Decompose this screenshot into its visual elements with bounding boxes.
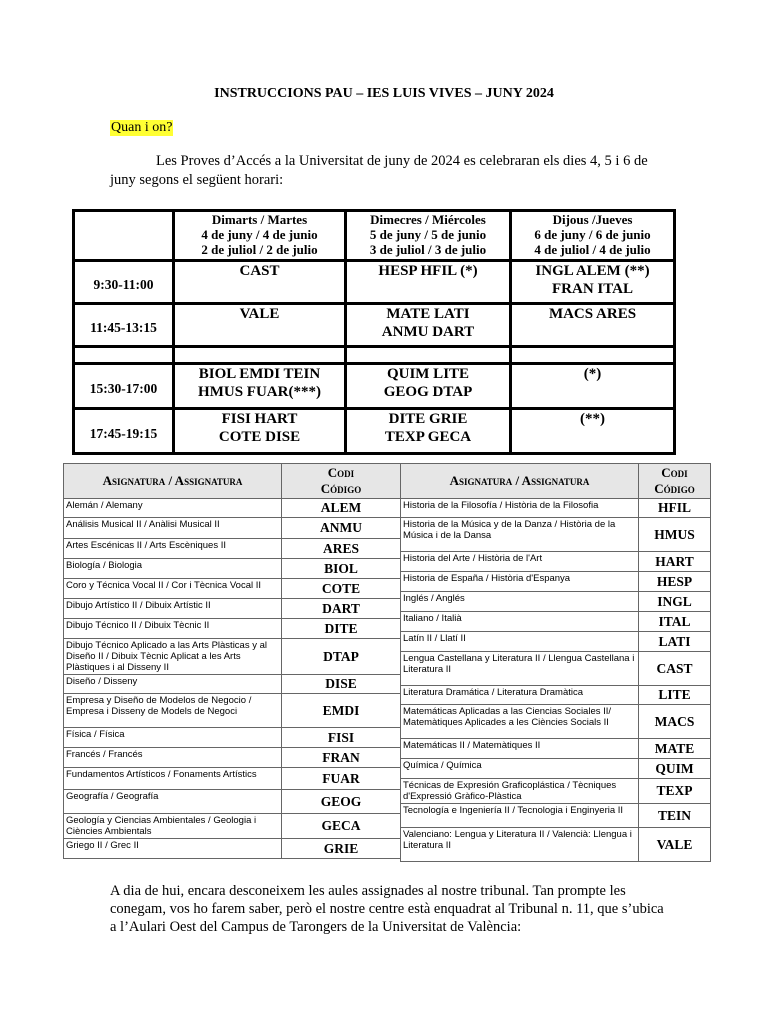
subject-name: Fundamentos Artísticos / Fonaments Artístics [64,768,282,790]
subject-code: GECA [282,814,401,839]
subject-code: TEXP [639,779,711,804]
subject-row [64,599,401,619]
subject-row [401,652,711,686]
subject-name: Química / Química [401,759,639,779]
exam-cell: CAST [174,261,346,304]
subject-name: Inglés / Anglés [401,592,639,612]
schedule-table [72,209,676,455]
subject-row [401,499,711,518]
subject-name: Historia del Arte / Història de l'Art [401,552,639,572]
page-title: INSTRUCCIONS PAU – IES LUIS VIVES – JUNY 2024 [214,86,554,101]
subject-row [401,612,711,632]
subject-name: Empresa y Diseño de Modelos de Negocio / Empresa i Disseny de Models de Negoci [64,694,282,728]
subject-name-header: Asignatura / Assignatura [401,464,639,499]
subjects-table-left [63,463,401,859]
exam-cell: (**) [511,409,675,454]
subject-code: ALEM [282,499,401,518]
subject-name: Técnicas de Expresión Graficoplástica / Tècniques d'Expressió Gràfico-Plàstica [401,779,639,804]
subject-name: Alemán / Alemany [64,499,282,518]
subject-row [64,814,401,839]
subject-row [64,518,401,539]
empty-cell [346,347,511,364]
subject-row [401,572,711,592]
subject-name: Francés / Francés [64,748,282,768]
subject-code: DISE [282,675,401,694]
schedule-header-row [74,211,675,261]
subjects-header-row [401,464,711,499]
schedule-row [74,364,675,409]
subject-name: Tecnología e Ingeniería II / Tecnologia i Enginyeria II [401,804,639,828]
time-slot: 17:45-19:15 [74,409,174,454]
exam-cell: VALE [174,304,346,347]
time-slot: 11:45-13:15 [74,304,174,347]
subject-code: LITE [639,686,711,705]
subject-code: GRIE [282,839,401,859]
subject-name: Matemáticas Aplicadas a las Ciencias Sociales II/ Matemàtiques Aplicades a les Ciències Socials II [401,705,639,739]
subject-name: Artes Escénicas II / Arts Escèniques II [64,539,282,559]
empty-cell [174,347,346,364]
subjects-header-row [64,464,401,499]
subject-row [401,686,711,705]
subject-name: Análisis Musical II / Anàlisi Musical II [64,518,282,539]
subject-code: DTAP [282,639,401,675]
subject-code: ANMU [282,518,401,539]
subject-row [401,779,711,804]
subject-name: Matemáticas II / Matemàtiques II [401,739,639,759]
subject-row [401,705,711,739]
subject-row [64,579,401,599]
subject-code: HESP [639,572,711,592]
subject-name: Dibujo Artístico II / Dibuix Artístic II [64,599,282,619]
subject-row [64,694,401,728]
subject-code: HART [639,552,711,572]
subject-row [64,539,401,559]
subject-row [64,619,401,639]
schedule-row-spacer [74,347,675,364]
subject-code: HMUS [639,518,711,552]
subject-code: FISI [282,728,401,748]
subject-code: VALE [639,828,711,862]
exam-cell: HESP HFIL (*) [346,261,511,304]
day-header: Dimecres / Miércoles 5 de juny / 5 de junio 3 de juliol / 3 de julio [346,211,511,261]
subject-code: CAST [639,652,711,686]
empty-cell [74,347,174,364]
subject-row [64,559,401,579]
subject-code: EMDI [282,694,401,728]
schedule-row [74,261,675,304]
time-slot: 9:30-11:00 [74,261,174,304]
subject-row [64,639,401,675]
subject-row [64,768,401,790]
exam-cell: MACS ARES [511,304,675,347]
subject-code: FUAR [282,768,401,790]
subject-row [64,748,401,768]
empty-cell [511,347,675,364]
subject-code: HFIL [639,499,711,518]
subject-row [64,790,401,814]
exam-cell: BIOL EMDI TEIN HMUS FUAR(***) [174,364,346,409]
subject-name: Física / Física [64,728,282,748]
time-slot: 15:30-17:00 [74,364,174,409]
subject-name: Geografía / Geografía [64,790,282,814]
subject-code: MATE [639,739,711,759]
subject-code: DITE [282,619,401,639]
subject-name: Griego II / Grec II [64,839,282,859]
subject-code: DART [282,599,401,619]
subject-name-header: Asignatura / Assignatura [64,464,282,499]
subject-row [401,759,711,779]
schedule-row [74,409,675,454]
subject-name: Historia de la Filosofía / Història de la Filosofia [401,499,639,518]
subject-code: LATI [639,632,711,652]
subject-row [401,804,711,828]
subject-name: Literatura Dramática / Literatura Dramàtica [401,686,639,705]
subject-name: Italiano / Italià [401,612,639,632]
subject-code: MACS [639,705,711,739]
intro-paragraph: Les Proves d’Accés a la Universitat de juny de 2024 es celebraran els dies 4, 5 i 6 de juny segons el següent horari: [110,153,648,188]
subject-name: Biología / Biologia [64,559,282,579]
subject-code: GEOG [282,790,401,814]
subject-row [64,839,401,859]
subject-code: ARES [282,539,401,559]
schedule-corner-cell [74,211,174,261]
subject-code: BIOL [282,559,401,579]
subject-name: Historia de España / Història d'Espanya [401,572,639,592]
schedule-row [74,304,675,347]
exam-cell: INGL ALEM (**) FRAN ITAL [511,261,675,304]
subject-row [401,739,711,759]
subject-row [64,675,401,694]
subject-row [64,499,401,518]
subject-name: Lengua Castellana y Literatura II / Llengua Castellana i Literatura II [401,652,639,686]
subject-name: Dibujo Técnico Aplicado a las Arts Plàsticas y al Diseño II / Dibuix Tècnic Aplicat a les Arts Plàstiques i al Disseny II [64,639,282,675]
subject-name: Geología y Ciencias Ambientales / Geologia i Ciències Ambientals [64,814,282,839]
exam-cell: FISI HART COTE DISE [174,409,346,454]
subject-code: ITAL [639,612,711,632]
subject-row [401,518,711,552]
subject-code: QUIM [639,759,711,779]
subject-code-header: Codi Código [639,464,711,499]
outro-paragraph: A dia de hui, encara desconeixem les aules assignades al nostre tribunal. Tan prompte les conegam, vos ho farem saber, però el nostre centre està enquadrat al Tribunal n. 11, que s’ubica a l’Aulari Oest del Campus de Tarongers de la Universitat de València: [110,883,664,935]
subject-name: Latín II / Llatí II [401,632,639,652]
subjects-table-right [400,463,711,862]
exam-cell: DITE GRIE TEXP GECA [346,409,511,454]
day-header: Dimarts / Martes 4 de juny / 4 de junio 2 de juliol / 2 de julio [174,211,346,261]
section-heading: Quan i on? [111,120,173,135]
subject-code: TEIN [639,804,711,828]
subject-row [401,592,711,612]
exam-cell: MATE LATI ANMU DART [346,304,511,347]
subject-row [64,728,401,748]
subject-code: COTE [282,579,401,599]
subject-name: Dibujo Técnico II / Dibuix Tècnic II [64,619,282,639]
subject-name: Historia de la Música y de la Danza / Història de la Música i de la Dansa [401,518,639,552]
subject-name: Valenciano: Lengua y Literatura II / Valencià: Llengua i Literatura II [401,828,639,862]
subject-name: Diseño / Disseny [64,675,282,694]
exam-cell: (*) [511,364,675,409]
subject-code-header: Codi Código [282,464,401,499]
subject-code: FRAN [282,748,401,768]
day-header: Dijous /Jueves 6 de juny / 6 de junio 4 de juliol / 4 de julio [511,211,675,261]
subject-row [401,828,711,862]
subject-row [401,552,711,572]
subject-code: INGL [639,592,711,612]
subject-name: Coro y Técnica Vocal II / Cor i Tècnica Vocal II [64,579,282,599]
subject-row [401,632,711,652]
exam-cell: QUIM LITE GEOG DTAP [346,364,511,409]
